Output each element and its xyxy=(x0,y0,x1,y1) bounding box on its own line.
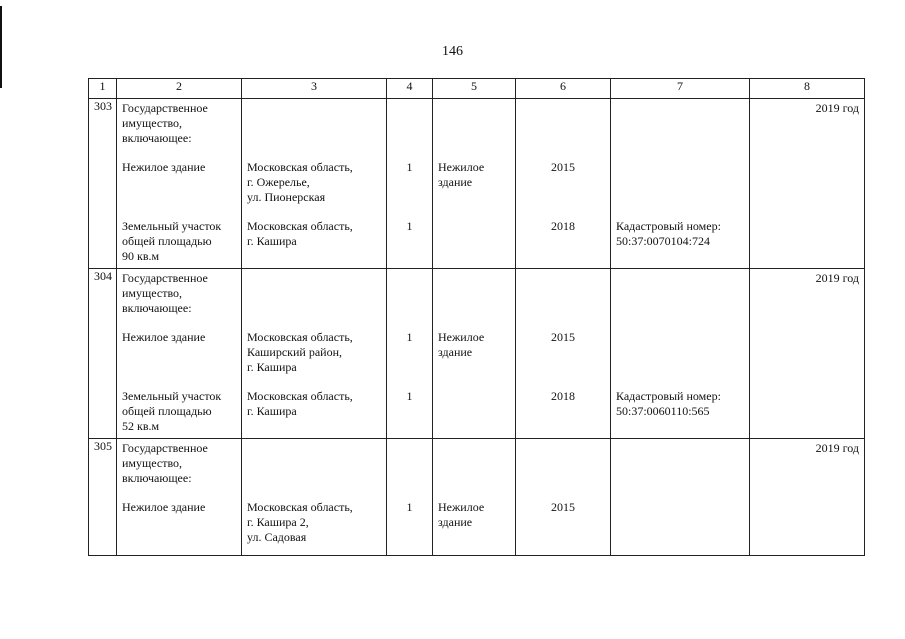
block-cadastral-info xyxy=(616,500,744,545)
table-row xyxy=(89,99,865,269)
year-acquired-value: 2015 xyxy=(551,160,575,174)
quantity-value: 1 xyxy=(406,500,413,514)
year-value: 2019 год xyxy=(815,441,859,455)
column-header-5: 5 xyxy=(433,79,516,99)
address-line: Московская область, xyxy=(247,330,353,344)
block-cadastral-info xyxy=(616,271,744,316)
object-type-line: здание xyxy=(438,515,473,529)
address-line: г. Ожерелье, xyxy=(247,175,310,189)
block-object-type xyxy=(438,500,510,545)
year-acquired-value: 2018 xyxy=(551,219,575,233)
block-item-name xyxy=(122,441,236,486)
quantity-value: 1 xyxy=(406,389,413,403)
item-name-cell xyxy=(117,439,242,556)
block-year-acquired xyxy=(521,441,605,486)
address-line: г. Кашира xyxy=(247,404,297,418)
block-item-name xyxy=(122,389,236,434)
year-cell xyxy=(750,439,865,556)
year-cell xyxy=(750,269,865,439)
quantity-value: 1 xyxy=(406,330,413,344)
object-type-line: Нежилое xyxy=(438,330,485,344)
object-type-line: здание xyxy=(438,175,473,189)
item-name-line: Земельный участок xyxy=(122,219,222,233)
block-quantity xyxy=(392,101,427,146)
item-name-line: 52 кв.м xyxy=(122,419,160,433)
item-name-line: включающее: xyxy=(122,471,192,485)
item-name-line: Нежилое здание xyxy=(122,160,206,174)
block-address xyxy=(247,101,381,146)
item-name-line: имущество, xyxy=(122,456,183,470)
block-cadastral-info xyxy=(616,389,744,434)
address-line: Московская область, xyxy=(247,160,353,174)
quantity-value: 1 xyxy=(406,219,413,233)
block-address xyxy=(247,271,381,316)
block-item-name xyxy=(122,101,236,146)
item-name-line: общей площадью xyxy=(122,404,212,418)
row-number: 303 xyxy=(89,99,117,269)
block-quantity xyxy=(392,271,427,316)
block-quantity xyxy=(392,330,427,375)
table-row xyxy=(89,439,865,556)
cadastral-info-cell xyxy=(611,269,750,439)
table-row xyxy=(89,269,865,439)
block-address xyxy=(247,441,381,486)
block-year-acquired xyxy=(521,219,605,264)
quantity-cell xyxy=(387,269,433,439)
address-line: Московская область, xyxy=(247,500,353,514)
quantity-value: 1 xyxy=(406,160,413,174)
block-year-acquired xyxy=(521,160,605,205)
year-acquired-cell xyxy=(516,439,611,556)
column-header-3: 3 xyxy=(242,79,387,99)
column-header-4: 4 xyxy=(387,79,433,99)
item-name-line: Нежилое здание xyxy=(122,330,206,344)
block-item-name xyxy=(122,219,236,264)
item-name-line: имущество, xyxy=(122,116,183,130)
column-header-row xyxy=(89,79,865,99)
quantity-cell xyxy=(387,99,433,269)
block-address xyxy=(247,500,381,545)
block-year-acquired xyxy=(521,101,605,146)
year-acquired-cell xyxy=(516,269,611,439)
block-object-type xyxy=(438,271,510,316)
address-line: Московская область, xyxy=(247,219,353,233)
object-type-line: Нежилое xyxy=(438,160,485,174)
row-number: 304 xyxy=(89,269,117,439)
year-acquired-value: 2015 xyxy=(551,500,575,514)
block-cadastral-info xyxy=(616,441,744,486)
item-name-line: Нежилое здание xyxy=(122,500,206,514)
address-cell xyxy=(242,439,387,556)
address-cell xyxy=(242,269,387,439)
item-name-line: включающее: xyxy=(122,131,192,145)
year-value: 2019 год xyxy=(815,101,859,115)
item-name-line: Государственное xyxy=(122,441,208,455)
year-acquired-value: 2018 xyxy=(551,389,575,403)
block-item-name xyxy=(122,500,236,545)
block-object-type xyxy=(438,219,510,264)
year-acquired-cell xyxy=(516,99,611,269)
object-type-cell xyxy=(433,99,516,269)
block-address xyxy=(247,160,381,205)
object-type-cell xyxy=(433,439,516,556)
block-object-type xyxy=(438,330,510,375)
row-number: 305 xyxy=(89,439,117,556)
block-quantity xyxy=(392,441,427,486)
block-object-type xyxy=(438,101,510,146)
block-cadastral-info xyxy=(616,101,744,146)
item-name-cell xyxy=(117,269,242,439)
column-header-8: 8 xyxy=(750,79,865,99)
address-line: ул. Садовая xyxy=(247,530,307,544)
item-name-line: общей площадью xyxy=(122,234,212,248)
block-address xyxy=(247,219,381,264)
address-cell xyxy=(242,99,387,269)
cadastral-info-line: 50:37:0070104:724 xyxy=(616,234,711,248)
column-header-1: 1 xyxy=(89,79,117,99)
item-name-line: 90 кв.м xyxy=(122,249,160,263)
address-line: г. Кашира xyxy=(247,360,297,374)
year-value: 2019 год xyxy=(815,271,859,285)
block-quantity xyxy=(392,389,427,434)
year-acquired-value: 2015 xyxy=(551,330,575,344)
block-object-type xyxy=(438,441,510,486)
block-year-acquired xyxy=(521,389,605,434)
address-line: г. Кашира 2, xyxy=(247,515,309,529)
block-year-acquired xyxy=(521,330,605,375)
block-cadastral-info xyxy=(616,330,744,375)
page-number: 146 xyxy=(442,44,463,59)
column-header-2: 2 xyxy=(117,79,242,99)
block-quantity xyxy=(392,500,427,545)
block-address xyxy=(247,389,381,434)
cadastral-info-line: Кадастровый номер: xyxy=(616,219,721,233)
cadastral-info-line: 50:37:0060110:565 xyxy=(616,404,710,418)
year-cell xyxy=(750,99,865,269)
address-line: Московская область, xyxy=(247,389,353,403)
item-name-line: имущество, xyxy=(122,286,183,300)
column-header-7: 7 xyxy=(611,79,750,99)
block-quantity xyxy=(392,219,427,264)
address-line: г. Кашира xyxy=(247,234,297,248)
address-line: Каширский район, xyxy=(247,345,343,359)
address-line: ул. Пионерская xyxy=(247,190,326,204)
block-object-type xyxy=(438,389,510,434)
quantity-cell xyxy=(387,439,433,556)
cadastral-info-cell xyxy=(611,99,750,269)
block-year-acquired xyxy=(521,500,605,545)
block-item-name xyxy=(122,160,236,205)
item-name-line: Государственное xyxy=(122,101,208,115)
block-item-name xyxy=(122,330,236,375)
object-type-line: здание xyxy=(438,345,473,359)
block-cadastral-info xyxy=(616,219,744,264)
cadastral-info-line: Кадастровый номер: xyxy=(616,389,721,403)
item-name-cell xyxy=(117,99,242,269)
item-name-line: Земельный участок xyxy=(122,389,222,403)
object-type-cell xyxy=(433,269,516,439)
block-year-acquired xyxy=(521,271,605,316)
block-quantity xyxy=(392,160,427,205)
item-name-line: Государственное xyxy=(122,271,208,285)
object-type-line: Нежилое xyxy=(438,500,485,514)
item-name-line: включающее: xyxy=(122,301,192,315)
cadastral-info-cell xyxy=(611,439,750,556)
column-header-6: 6 xyxy=(516,79,611,99)
block-item-name xyxy=(122,271,236,316)
block-cadastral-info xyxy=(616,160,744,205)
property-registry-table xyxy=(88,78,865,556)
block-object-type xyxy=(438,160,510,205)
block-address xyxy=(247,330,381,375)
